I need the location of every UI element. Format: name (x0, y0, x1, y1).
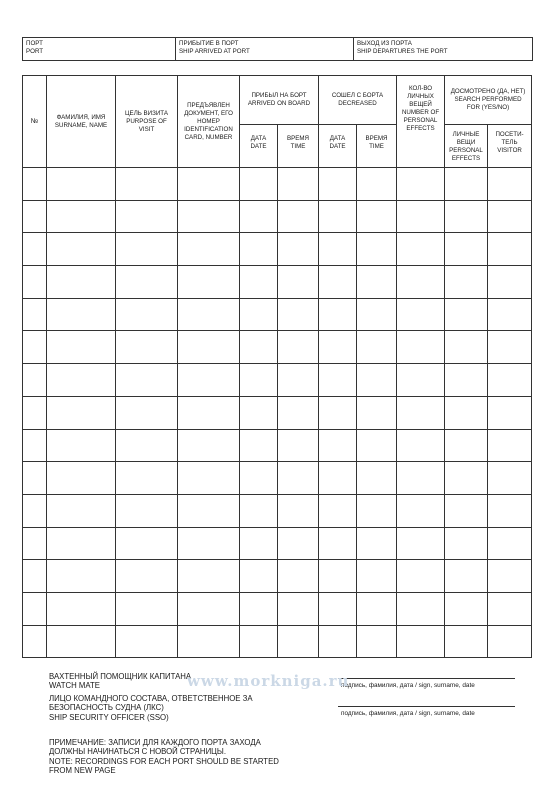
cell-effects-count[interactable] (397, 364, 445, 397)
cell-search-effects[interactable] (445, 625, 488, 658)
cell-left-date[interactable] (319, 298, 357, 331)
cell-search-visitor[interactable] (488, 364, 532, 397)
table-row (23, 429, 532, 462)
cell-name[interactable] (47, 462, 116, 495)
cell-arrived-time[interactable] (278, 233, 319, 266)
col-left-header: СОШЕЛ С БОРТА DECREASED (319, 76, 397, 125)
cell-arrived-time[interactable] (278, 494, 319, 527)
cell-effects-count[interactable] (397, 592, 445, 625)
cell-document[interactable] (178, 429, 240, 462)
cell-search-effects[interactable] (445, 266, 488, 299)
cell-search-effects[interactable] (445, 298, 488, 331)
cell-arrived-date[interactable] (240, 429, 278, 462)
table-row (23, 168, 532, 201)
cell-search-visitor[interactable] (488, 331, 532, 364)
departure-cell (354, 38, 532, 60)
col-arrived-header: ПРИБЫЛ НА БОРТ ARRIVED ON BOARD (240, 76, 319, 125)
cell-purpose[interactable] (116, 396, 178, 429)
cell-left-time[interactable] (357, 494, 397, 527)
cell-purpose[interactable] (116, 233, 178, 266)
cell-purpose[interactable] (116, 527, 178, 560)
cell-name[interactable] (47, 168, 116, 201)
cell-arrived-time[interactable] (278, 625, 319, 658)
table-row (23, 396, 532, 429)
cell-arrived-time[interactable] (278, 462, 319, 495)
cell-left-time[interactable] (357, 298, 397, 331)
cell-search-effects[interactable] (445, 462, 488, 495)
cell-effects-count[interactable] (397, 560, 445, 593)
col-search-header: ДОСМОТРЕНО (ДА, НЕТ) SEARCH PERFORMED FOR (YES/NO) (445, 76, 532, 125)
cell-left-time[interactable] (357, 331, 397, 364)
arrived-date-header: ДАТА DATE (240, 125, 278, 168)
cell-search-effects[interactable] (445, 364, 488, 397)
cell-left-date[interactable] (319, 266, 357, 299)
cell-arrived-time[interactable] (278, 364, 319, 397)
cell-search-visitor[interactable] (488, 625, 532, 658)
col-name-header: ФАМИЛИЯ, ИМЯ SURNAME, NAME (47, 76, 116, 168)
cell-left-date[interactable] (319, 592, 357, 625)
cell-left-date[interactable] (319, 560, 357, 593)
cell-arrived-time[interactable] (278, 266, 319, 299)
visitor-log-rows (23, 168, 532, 658)
table-row (23, 298, 532, 331)
cell-document[interactable] (178, 592, 240, 625)
cell-arrived-date[interactable] (240, 233, 278, 266)
cell-left-date[interactable] (319, 364, 357, 397)
cell-document[interactable] (178, 364, 240, 397)
cell-arrived-date[interactable] (240, 625, 278, 658)
cell-effects-count[interactable] (397, 233, 445, 266)
cell-left-time[interactable] (357, 396, 397, 429)
cell-number[interactable] (23, 298, 47, 331)
cell-purpose[interactable] (116, 266, 178, 299)
sso-signature-line[interactable] (338, 706, 515, 707)
cell-left-time[interactable] (357, 625, 397, 658)
cell-search-effects[interactable] (445, 233, 488, 266)
watermark: www.morkniga.ru (187, 672, 350, 690)
cell-document[interactable] (178, 168, 240, 201)
cell-name[interactable] (47, 592, 116, 625)
cell-left-date[interactable] (319, 331, 357, 364)
table-row (23, 592, 532, 625)
left-date-header: ДАТА DATE (319, 125, 357, 168)
cell-arrived-time[interactable] (278, 592, 319, 625)
table-row (23, 200, 532, 233)
cell-search-effects[interactable] (445, 331, 488, 364)
cell-left-date[interactable] (319, 233, 357, 266)
table-row (23, 266, 532, 299)
table-row (23, 625, 532, 658)
cell-left-date[interactable] (319, 462, 357, 495)
cell-arrived-date[interactable] (240, 200, 278, 233)
cell-name[interactable] (47, 233, 116, 266)
cell-effects-count[interactable] (397, 200, 445, 233)
cell-arrived-date[interactable] (240, 396, 278, 429)
cell-effects-count[interactable] (397, 396, 445, 429)
cell-name[interactable] (47, 396, 116, 429)
cell-number[interactable] (23, 462, 47, 495)
cell-arrived-time[interactable] (278, 396, 319, 429)
cell-name[interactable] (47, 494, 116, 527)
cell-search-visitor[interactable] (488, 429, 532, 462)
cell-document[interactable] (178, 462, 240, 495)
cell-name[interactable] (47, 429, 116, 462)
cell-number[interactable] (23, 200, 47, 233)
table-row (23, 560, 532, 593)
port-cell (23, 38, 176, 60)
cell-search-effects[interactable] (445, 168, 488, 201)
table-row (23, 527, 532, 560)
table-row (23, 233, 532, 266)
cell-document[interactable] (178, 331, 240, 364)
cell-search-visitor[interactable] (488, 462, 532, 495)
cell-left-date[interactable] (319, 396, 357, 429)
cell-left-time[interactable] (357, 168, 397, 201)
port-info-box (22, 37, 533, 61)
cell-number[interactable] (23, 625, 47, 658)
departure-label-en: SHIP DEPARTURES THE PORT (357, 48, 448, 55)
cell-name[interactable] (47, 364, 116, 397)
cell-search-visitor[interactable] (488, 200, 532, 233)
port-label-ru: ПОРТ (26, 40, 43, 47)
cell-search-effects[interactable] (445, 494, 488, 527)
cell-arrived-time[interactable] (278, 527, 319, 560)
cell-effects-count[interactable] (397, 494, 445, 527)
left-time-header: ВРЕМЯ TIME (357, 125, 397, 168)
cell-effects-count[interactable] (397, 462, 445, 495)
cell-arrived-date[interactable] (240, 168, 278, 201)
cell-purpose[interactable] (116, 331, 178, 364)
cell-effects-count[interactable] (397, 266, 445, 299)
col-effects-count-header: КОЛ-ВО ЛИЧНЫХ ВЕЩЕЙ NUMBER OF PERSONAL EFFECTS (397, 76, 445, 168)
port-label-en: PORT (26, 48, 44, 55)
cell-arrived-time[interactable] (278, 560, 319, 593)
cell-arrived-time[interactable] (278, 200, 319, 233)
cell-arrived-time[interactable] (278, 298, 319, 331)
cell-purpose[interactable] (116, 560, 178, 593)
cell-number[interactable] (23, 331, 47, 364)
cell-number[interactable] (23, 494, 47, 527)
watch-mate-signature-line[interactable] (338, 678, 515, 679)
cell-document[interactable] (178, 625, 240, 658)
cell-search-visitor[interactable] (488, 592, 532, 625)
cell-name[interactable] (47, 625, 116, 658)
cell-left-time[interactable] (357, 233, 397, 266)
cell-left-time[interactable] (357, 592, 397, 625)
cell-search-visitor[interactable] (488, 494, 532, 527)
cell-left-date[interactable] (319, 494, 357, 527)
arrival-label-en: SHIP ARRIVED AT PORT (179, 48, 250, 55)
cell-search-visitor[interactable] (488, 298, 532, 331)
cell-name[interactable] (47, 298, 116, 331)
cell-number[interactable] (23, 364, 47, 397)
cell-left-time[interactable] (357, 462, 397, 495)
note-text: ПРИМЕЧАНИЕ: ЗАПИСИ ДЛЯ КАЖДОГО ПОРТА ЗАХОДА ДОЛЖНЫ НАЧИНАТЬСЯ С НОВОЙ СТРАНИЦЫ. NOTE: RECORDINGS FOR EACH PORT SHOULD BE STARTED FROM NEW PAGE (49, 738, 279, 776)
cell-number[interactable] (23, 429, 47, 462)
cell-left-time[interactable] (357, 266, 397, 299)
cell-purpose[interactable] (116, 592, 178, 625)
cell-search-effects[interactable] (445, 527, 488, 560)
cell-name[interactable] (47, 527, 116, 560)
cell-arrived-date[interactable] (240, 298, 278, 331)
cell-document[interactable] (178, 560, 240, 593)
cell-name[interactable] (47, 266, 116, 299)
cell-search-visitor[interactable] (488, 168, 532, 201)
cell-arrived-date[interactable] (240, 527, 278, 560)
col-purpose-header: ЦЕЛЬ ВИЗИТА PURPOSE OF VISIT (116, 76, 178, 168)
cell-search-visitor[interactable] (488, 527, 532, 560)
cell-document[interactable] (178, 527, 240, 560)
cell-left-date[interactable] (319, 429, 357, 462)
cell-purpose[interactable] (116, 364, 178, 397)
watch-mate-signature-caption: подпись, фамилия, дата / sign, surname, date (341, 682, 475, 689)
cell-left-date[interactable] (319, 168, 357, 201)
cell-effects-count[interactable] (397, 429, 445, 462)
cell-left-date[interactable] (319, 625, 357, 658)
departure-label-ru: ВЫХОД ИЗ ПОРТА (357, 40, 412, 47)
cell-number[interactable] (23, 396, 47, 429)
table-row (23, 364, 532, 397)
table-row (23, 462, 532, 495)
cell-left-time[interactable] (357, 527, 397, 560)
cell-name[interactable] (47, 560, 116, 593)
arrived-time-header: ВРЕМЯ TIME (278, 125, 319, 168)
cell-arrived-date[interactable] (240, 462, 278, 495)
cell-number[interactable] (23, 560, 47, 593)
cell-search-visitor[interactable] (488, 233, 532, 266)
cell-arrived-time[interactable] (278, 331, 319, 364)
cell-search-effects[interactable] (445, 560, 488, 593)
cell-arrived-date[interactable] (240, 494, 278, 527)
cell-left-time[interactable] (357, 429, 397, 462)
table-row (23, 331, 532, 364)
cell-left-date[interactable] (319, 200, 357, 233)
cell-purpose[interactable] (116, 462, 178, 495)
cell-purpose[interactable] (116, 298, 178, 331)
cell-purpose[interactable] (116, 625, 178, 658)
cell-search-effects[interactable] (445, 200, 488, 233)
cell-number[interactable] (23, 592, 47, 625)
cell-search-effects[interactable] (445, 429, 488, 462)
cell-name[interactable] (47, 200, 116, 233)
cell-number[interactable] (23, 168, 47, 201)
cell-purpose[interactable] (116, 200, 178, 233)
cell-search-visitor[interactable] (488, 396, 532, 429)
arrival-label-ru: ПРИБЫТИЕ В ПОРТ (179, 40, 239, 47)
cell-effects-count[interactable] (397, 527, 445, 560)
cell-search-visitor[interactable] (488, 266, 532, 299)
cell-number[interactable] (23, 233, 47, 266)
cell-search-visitor[interactable] (488, 560, 532, 593)
arrival-cell (176, 38, 354, 60)
sso-label: ЛИЦО КОМАНДНОГО СОСТАВА, ОТВЕТСТВЕННОЕ ЗА БЕЗОПАСНОСТЬ СУДНА (ЛКС) SHIP SECURITY OFFICER (SSO) (49, 694, 253, 722)
cell-left-time[interactable] (357, 364, 397, 397)
cell-document[interactable] (178, 494, 240, 527)
cell-arrived-date[interactable] (240, 364, 278, 397)
table-row (23, 494, 532, 527)
sso-signature-caption: подпись, фамилия, дата / sign, surname, date (341, 710, 475, 717)
cell-name[interactable] (47, 331, 116, 364)
cell-effects-count[interactable] (397, 168, 445, 201)
cell-arrived-date[interactable] (240, 266, 278, 299)
watch-mate-label: ВАХТЕННЫЙ ПОМОЩНИК КАПИТАНА WATCH MATE (49, 672, 192, 691)
col-number-header: № (23, 76, 47, 168)
cell-purpose[interactable] (116, 429, 178, 462)
cell-arrived-date[interactable] (240, 592, 278, 625)
cell-arrived-date[interactable] (240, 560, 278, 593)
cell-number[interactable] (23, 527, 47, 560)
cell-document[interactable] (178, 200, 240, 233)
cell-document[interactable] (178, 298, 240, 331)
search-personal-effects-header: ЛИЧНЫЕ ВЕЩИ PERSONAL EFFECTS (445, 125, 488, 168)
cell-document[interactable] (178, 266, 240, 299)
cell-left-time[interactable] (357, 200, 397, 233)
cell-search-effects[interactable] (445, 592, 488, 625)
cell-document[interactable] (178, 233, 240, 266)
cell-arrived-date[interactable] (240, 331, 278, 364)
visitor-log-table (22, 75, 532, 658)
col-document-header: ПРЕДЪЯВЛЕН ДОКУМЕНТ, ЕГО НОМЕР IDENTIFICATION CARD, NUMBER (178, 76, 240, 168)
cell-purpose[interactable] (116, 494, 178, 527)
cell-number[interactable] (23, 266, 47, 299)
cell-purpose[interactable] (116, 168, 178, 201)
cell-document[interactable] (178, 396, 240, 429)
search-visitor-header: ПОСЕТИ- ТЕЛЬ VISITOR (488, 125, 532, 168)
cell-left-date[interactable] (319, 527, 357, 560)
cell-effects-count[interactable] (397, 625, 445, 658)
cell-arrived-time[interactable] (278, 429, 319, 462)
cell-arrived-time[interactable] (278, 168, 319, 201)
cell-left-time[interactable] (357, 560, 397, 593)
cell-effects-count[interactable] (397, 331, 445, 364)
cell-search-effects[interactable] (445, 396, 488, 429)
cell-effects-count[interactable] (397, 298, 445, 331)
